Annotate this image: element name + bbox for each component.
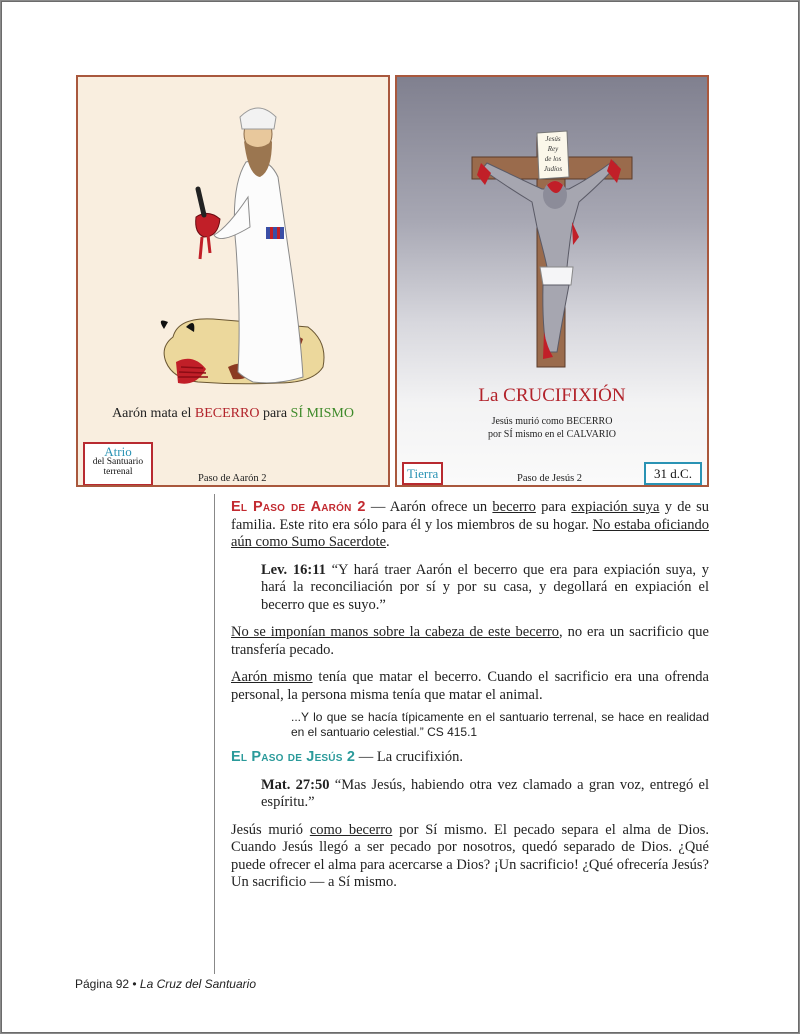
aaron-illustration-panel [76, 75, 390, 487]
sign-line2: Rey [547, 145, 559, 153]
atrio-line2: terrenal [103, 466, 133, 477]
body-text [231, 499, 709, 902]
paso-jesus-label: Paso de Jesús 2 [517, 473, 583, 484]
page-footer: Página 92 • La Cruz del Santuario [75, 977, 256, 991]
sign-line1: Jesús [545, 135, 561, 143]
paragraph-aaron-mismo: Aarón mismo tenía que matar el becerro. Cuando el sacrificio era una ofrenda personal, la persona misma tenía que matar el animal. [231, 669, 709, 703]
quote-cs: ...Y lo que se hacía típicamente en el santuario terrenal, se hace en realidad en el santuario celestial.” CS 415.1 [291, 710, 709, 739]
crucifixion-subtitle-line1: Jesús murió como BECERRO [491, 416, 613, 427]
sign-line4: Judíos [543, 165, 563, 173]
quote-lev: Lev. 16:11 “Y hará traer Aarón el becerro que era para expiación suya, y hará la reconciliación por sí y por su casa, y degollará en expiación el becerro que es suyo.” [261, 561, 709, 613]
crucifixion-illustration [397, 77, 707, 377]
page [1, 1, 799, 1033]
aaron-caption: Aarón mata el BECERRO para SÍ MISMO [112, 406, 354, 421]
paragraph-jesus: El Paso de Jesús 2 — La crucifixión. [231, 749, 464, 765]
crucifixion-subtitle-line2: por SÍ mismo en el CALVARIO [487, 428, 617, 440]
year-badge: 31 d.C. [644, 462, 702, 485]
crucifixion-illustration-panel [395, 75, 709, 487]
sign-line3: de los [544, 155, 562, 163]
aaron-calf-illustration [78, 77, 388, 407]
crucifixion-title: La CRUCIFIXIÓN [478, 385, 626, 406]
atrio-badge [83, 442, 153, 486]
page-number: Página 92 [75, 977, 130, 991]
quote-mat: Mat. 27:50 “Mas Jesús, habiendo otra vez clamado a gran voz, entregó el espíritu.” [261, 776, 710, 810]
tierra-badge: Tierra [402, 462, 443, 485]
atrio-line1: del Santuario [92, 457, 144, 467]
crucifixion-subtitle [397, 416, 707, 441]
paragraph-aaron: El Paso de Aarón 2 — Aarón ofrece un becerro para expiación suya y de su familia. Este rito era sólo para él y los miembros de su hogar. No estaba oficiando aún como Sumo Sacerdote. [231, 499, 710, 550]
paragraph-manos: No se imponían manos sobre la cabeza de este becerro, no era un sacrificio que transfería pecado. [231, 624, 709, 658]
book-title: La Cruz del Santuario [139, 977, 256, 991]
paso-aaron-label: Paso de Aarón 2 [198, 473, 267, 484]
atrio-title: Atrio [104, 444, 132, 459]
paragraph-becerro: Jesús murió como becerro por Sí mismo. El pecado separa el alma de Dios. Cuando Jesús llegó a ser pecado por nosotros, quedó separado de Dios. ¿Qué puede ofrecer el alma para acercarse a Dios? ¡Un sacrificio! ¿Qué ofrecería Jesús? Un sacrificio — a Sí mismo. [231, 821, 710, 890]
margin-rule [214, 494, 215, 974]
